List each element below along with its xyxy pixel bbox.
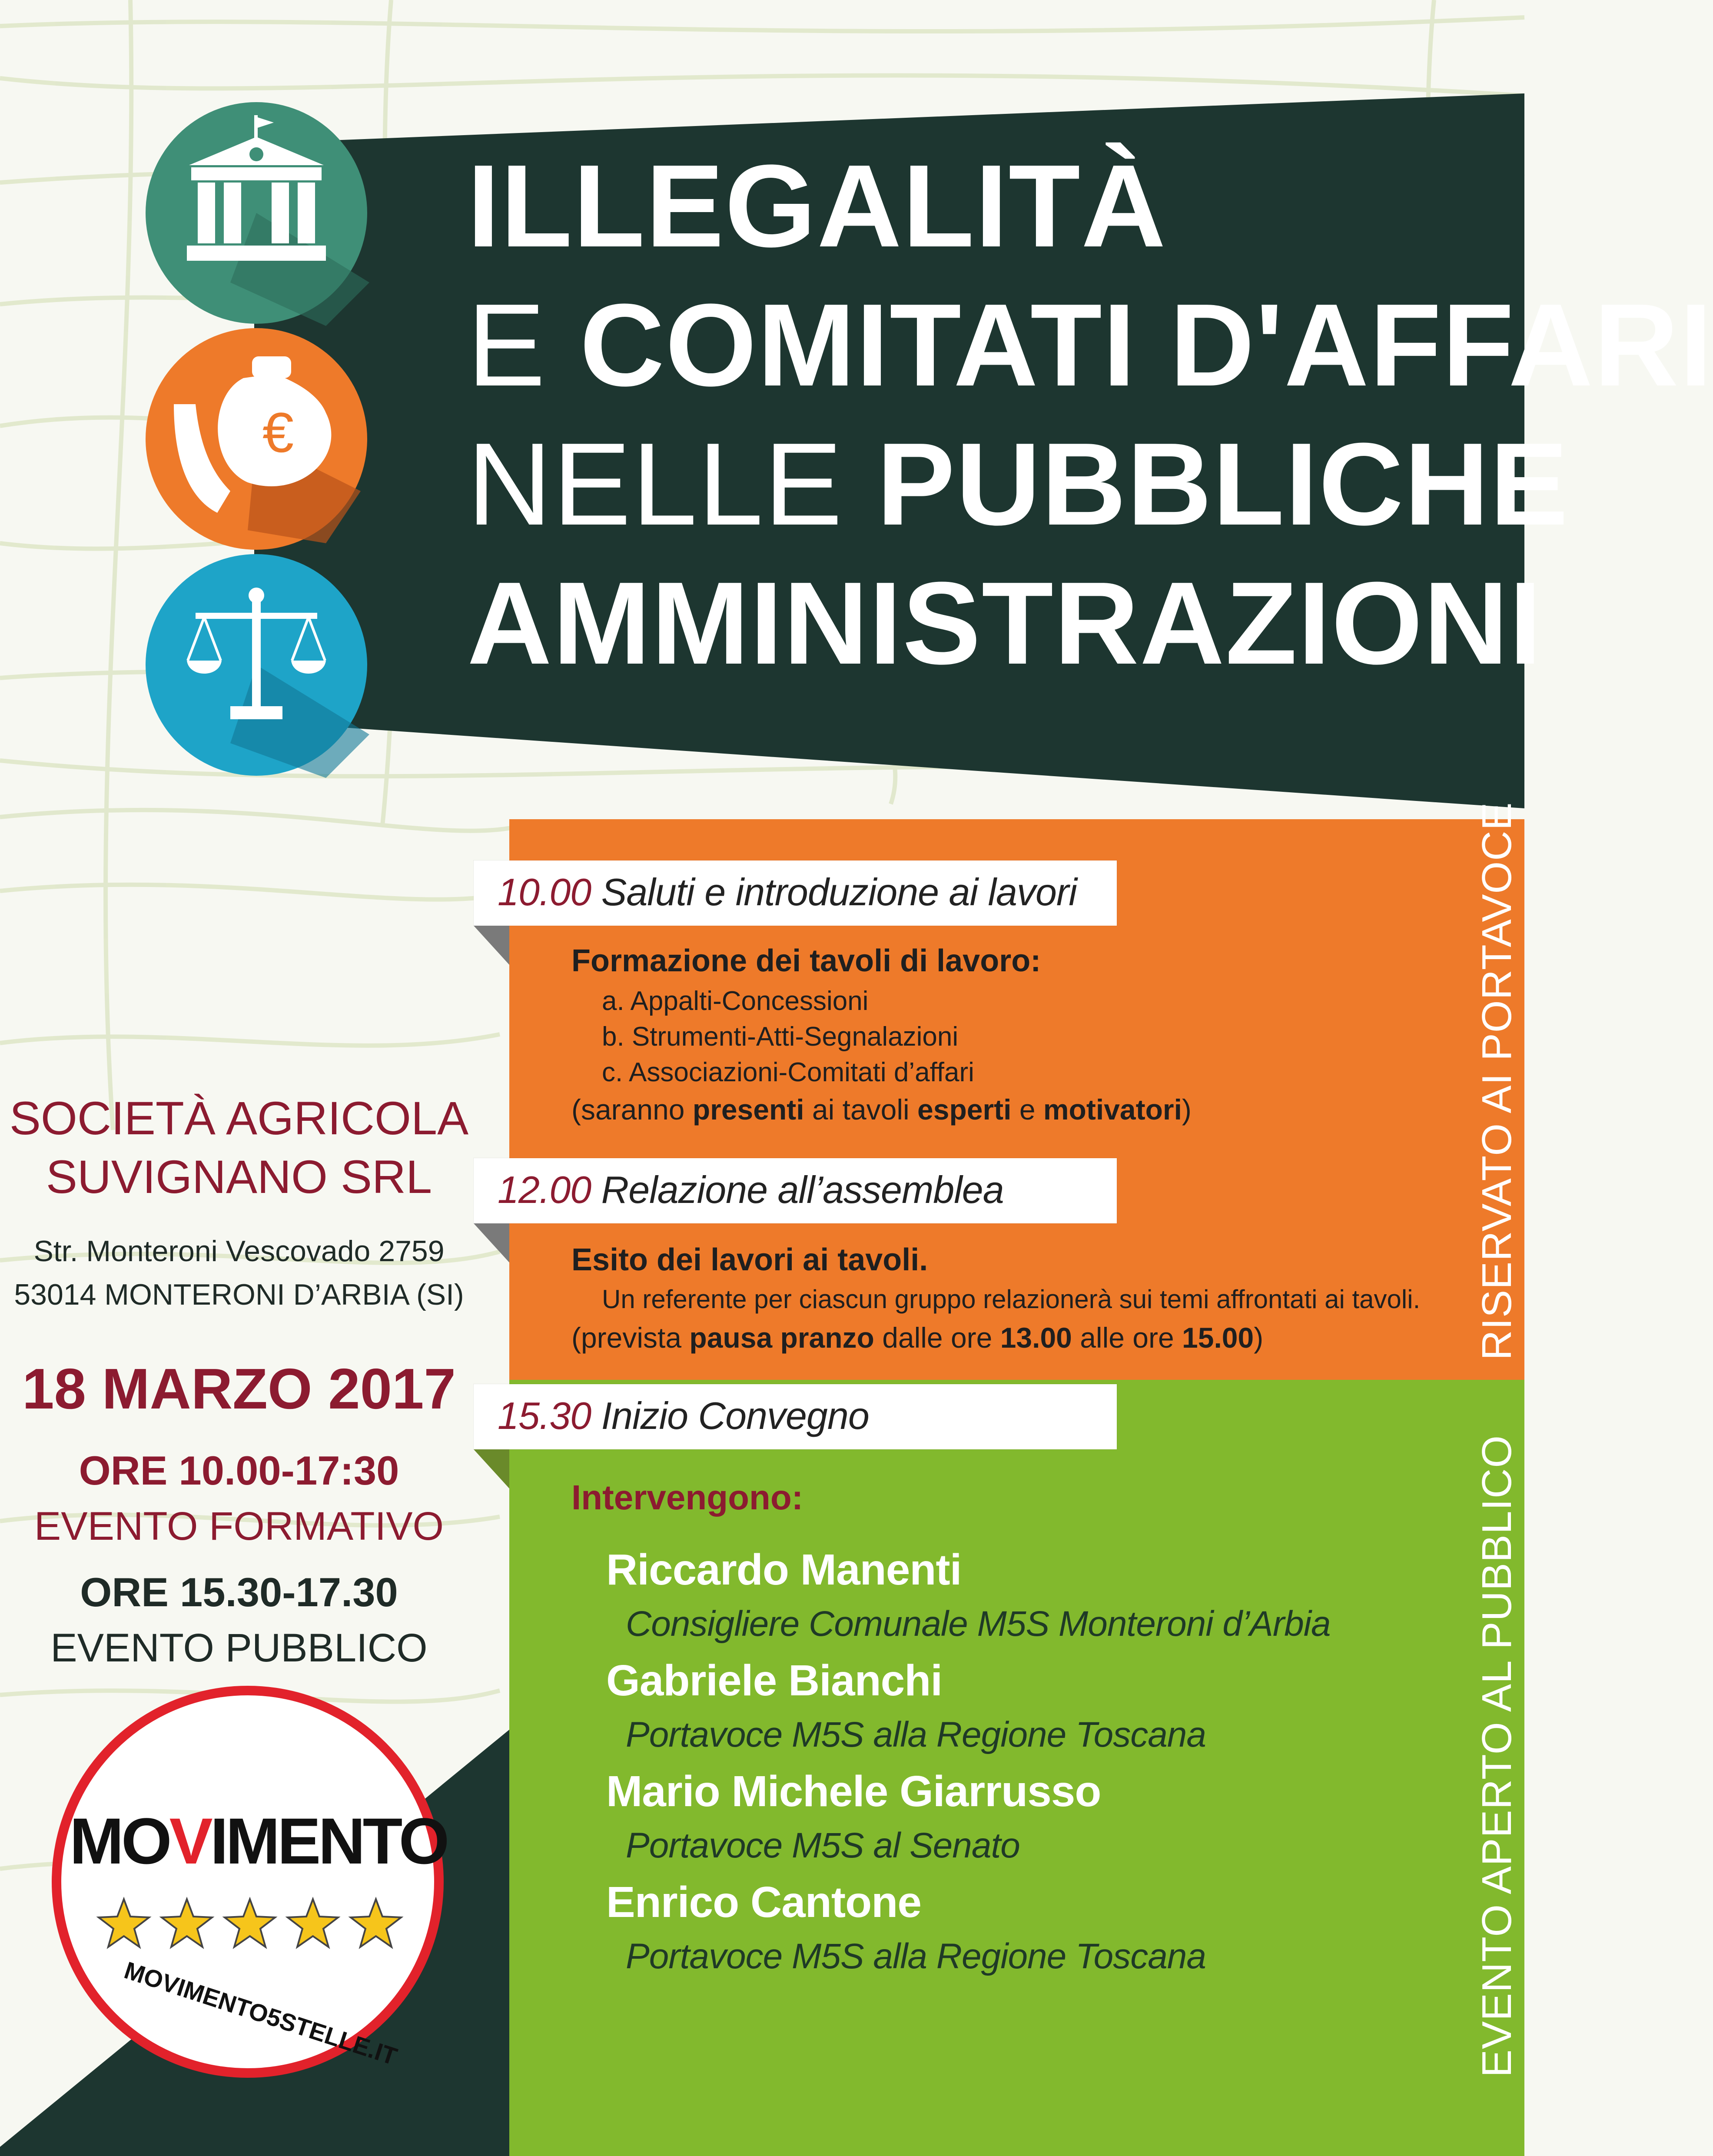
tab-fold [474,1223,513,1262]
scales-icon [143,552,369,778]
program-item-1 [474,860,1117,926]
program-item-3-time: 15.30 [498,1394,591,1437]
speaker-role: Consigliere Comunale M5S Monteroni d’Arbia [626,1604,1331,1644]
star-icon [99,1899,401,1947]
title-line-1: ILLEGALITÀ [467,141,1167,272]
program-item-1-time: 10.00 [498,870,591,914]
program-item-3-title: Inizio Convegno [601,1394,869,1437]
program-item-3 [474,1384,1117,1449]
speaker-name: Gabriele Bianchi [606,1656,943,1705]
title-line-2: E COMITATI D'AFFARI [467,280,1713,411]
speaker-role: Portavoce M5S alla Regione Toscana [626,1937,1206,1976]
speakers-label: Intervengono: [571,1478,803,1517]
money-bag-icon [143,326,369,552]
logo-wordmark: MOVIMENTO [70,1804,447,1877]
table-b: b. Strumenti-Atti-Segnalazioni [602,1022,959,1052]
logo-stars [98,1895,411,1956]
speaker-role: Portavoce M5S alla Regione Toscana [626,1715,1206,1754]
program-item-2-time: 12.00 [498,1168,591,1211]
venue-name-1: SOCIETÀ AGRICOLA [9,1092,469,1144]
venue-address-2: 53014 MONTERONI D’ARBIA (SI) [14,1278,464,1311]
footer-website[interactable]: www.movimento5stelletoscana.it [72,2104,437,2132]
tables-title: Formazione dei tavoli di lavoro: [571,943,1041,978]
outcome-text: Un referente per ciascun gruppo relazionerà sui temi affrontati ai tavoli. [602,1285,1421,1314]
title-line-3: NELLE PUBBLICHE [467,419,1569,550]
speaker-name: Riccardo Manenti [606,1545,962,1594]
event-time-2: ORE 15.30-17.30 [80,1569,398,1615]
program-item-2 [474,1158,1117,1223]
event-label-1: EVENTO FORMATIVO [34,1504,444,1548]
public-side-label: EVENTO APERTO AL PUBBLICO [1474,1435,1520,2077]
outcome-title: Esito dei lavori ai tavoli. [571,1242,928,1277]
event-label-2: EVENTO PUBBLICO [50,1626,428,1670]
table-c: c. Associazioni-Comitati d’affari [602,1057,974,1087]
venue-address-1: Str. Monteroni Vescovado 2759 [33,1235,445,1268]
reserved-side-label: RISERVATO AI PORTAVOCE [1474,802,1520,1360]
event-date: 18 MARZO 2017 [22,1357,456,1421]
event-time-1: ORE 10.00-17:30 [79,1448,399,1493]
logo-url: MOVIMENTO5STELLE.IT [121,1956,401,2070]
speaker-name: Enrico Cantone [606,1878,921,1927]
table-a: a. Appalti-Concessioni [602,986,869,1016]
program-item-2-title: Relazione all’assemblea [601,1168,1004,1211]
experts-note: (saranno presenti ai tavoli esperti e motivatori) [571,1093,1192,1126]
program-item-1-title: Saluti e introduzione ai lavori [601,870,1077,914]
speaker-role: Portavoce M5S al Senato [626,1826,1020,1865]
tab-fold [474,926,513,965]
tab-fold [474,1449,513,1488]
svg-text:€: € [262,401,294,464]
building-icon [143,100,369,326]
title-line-4: AMMINISTRAZIONI [467,558,1543,689]
speaker-name: Mario Michele Giarrusso [606,1767,1101,1816]
venue-name-2: SUVIGNANO SRL [46,1150,432,1203]
lunch-note: (prevista pausa pranzo dalle ore 13.00 alle ore 15.00) [571,1322,1264,1354]
